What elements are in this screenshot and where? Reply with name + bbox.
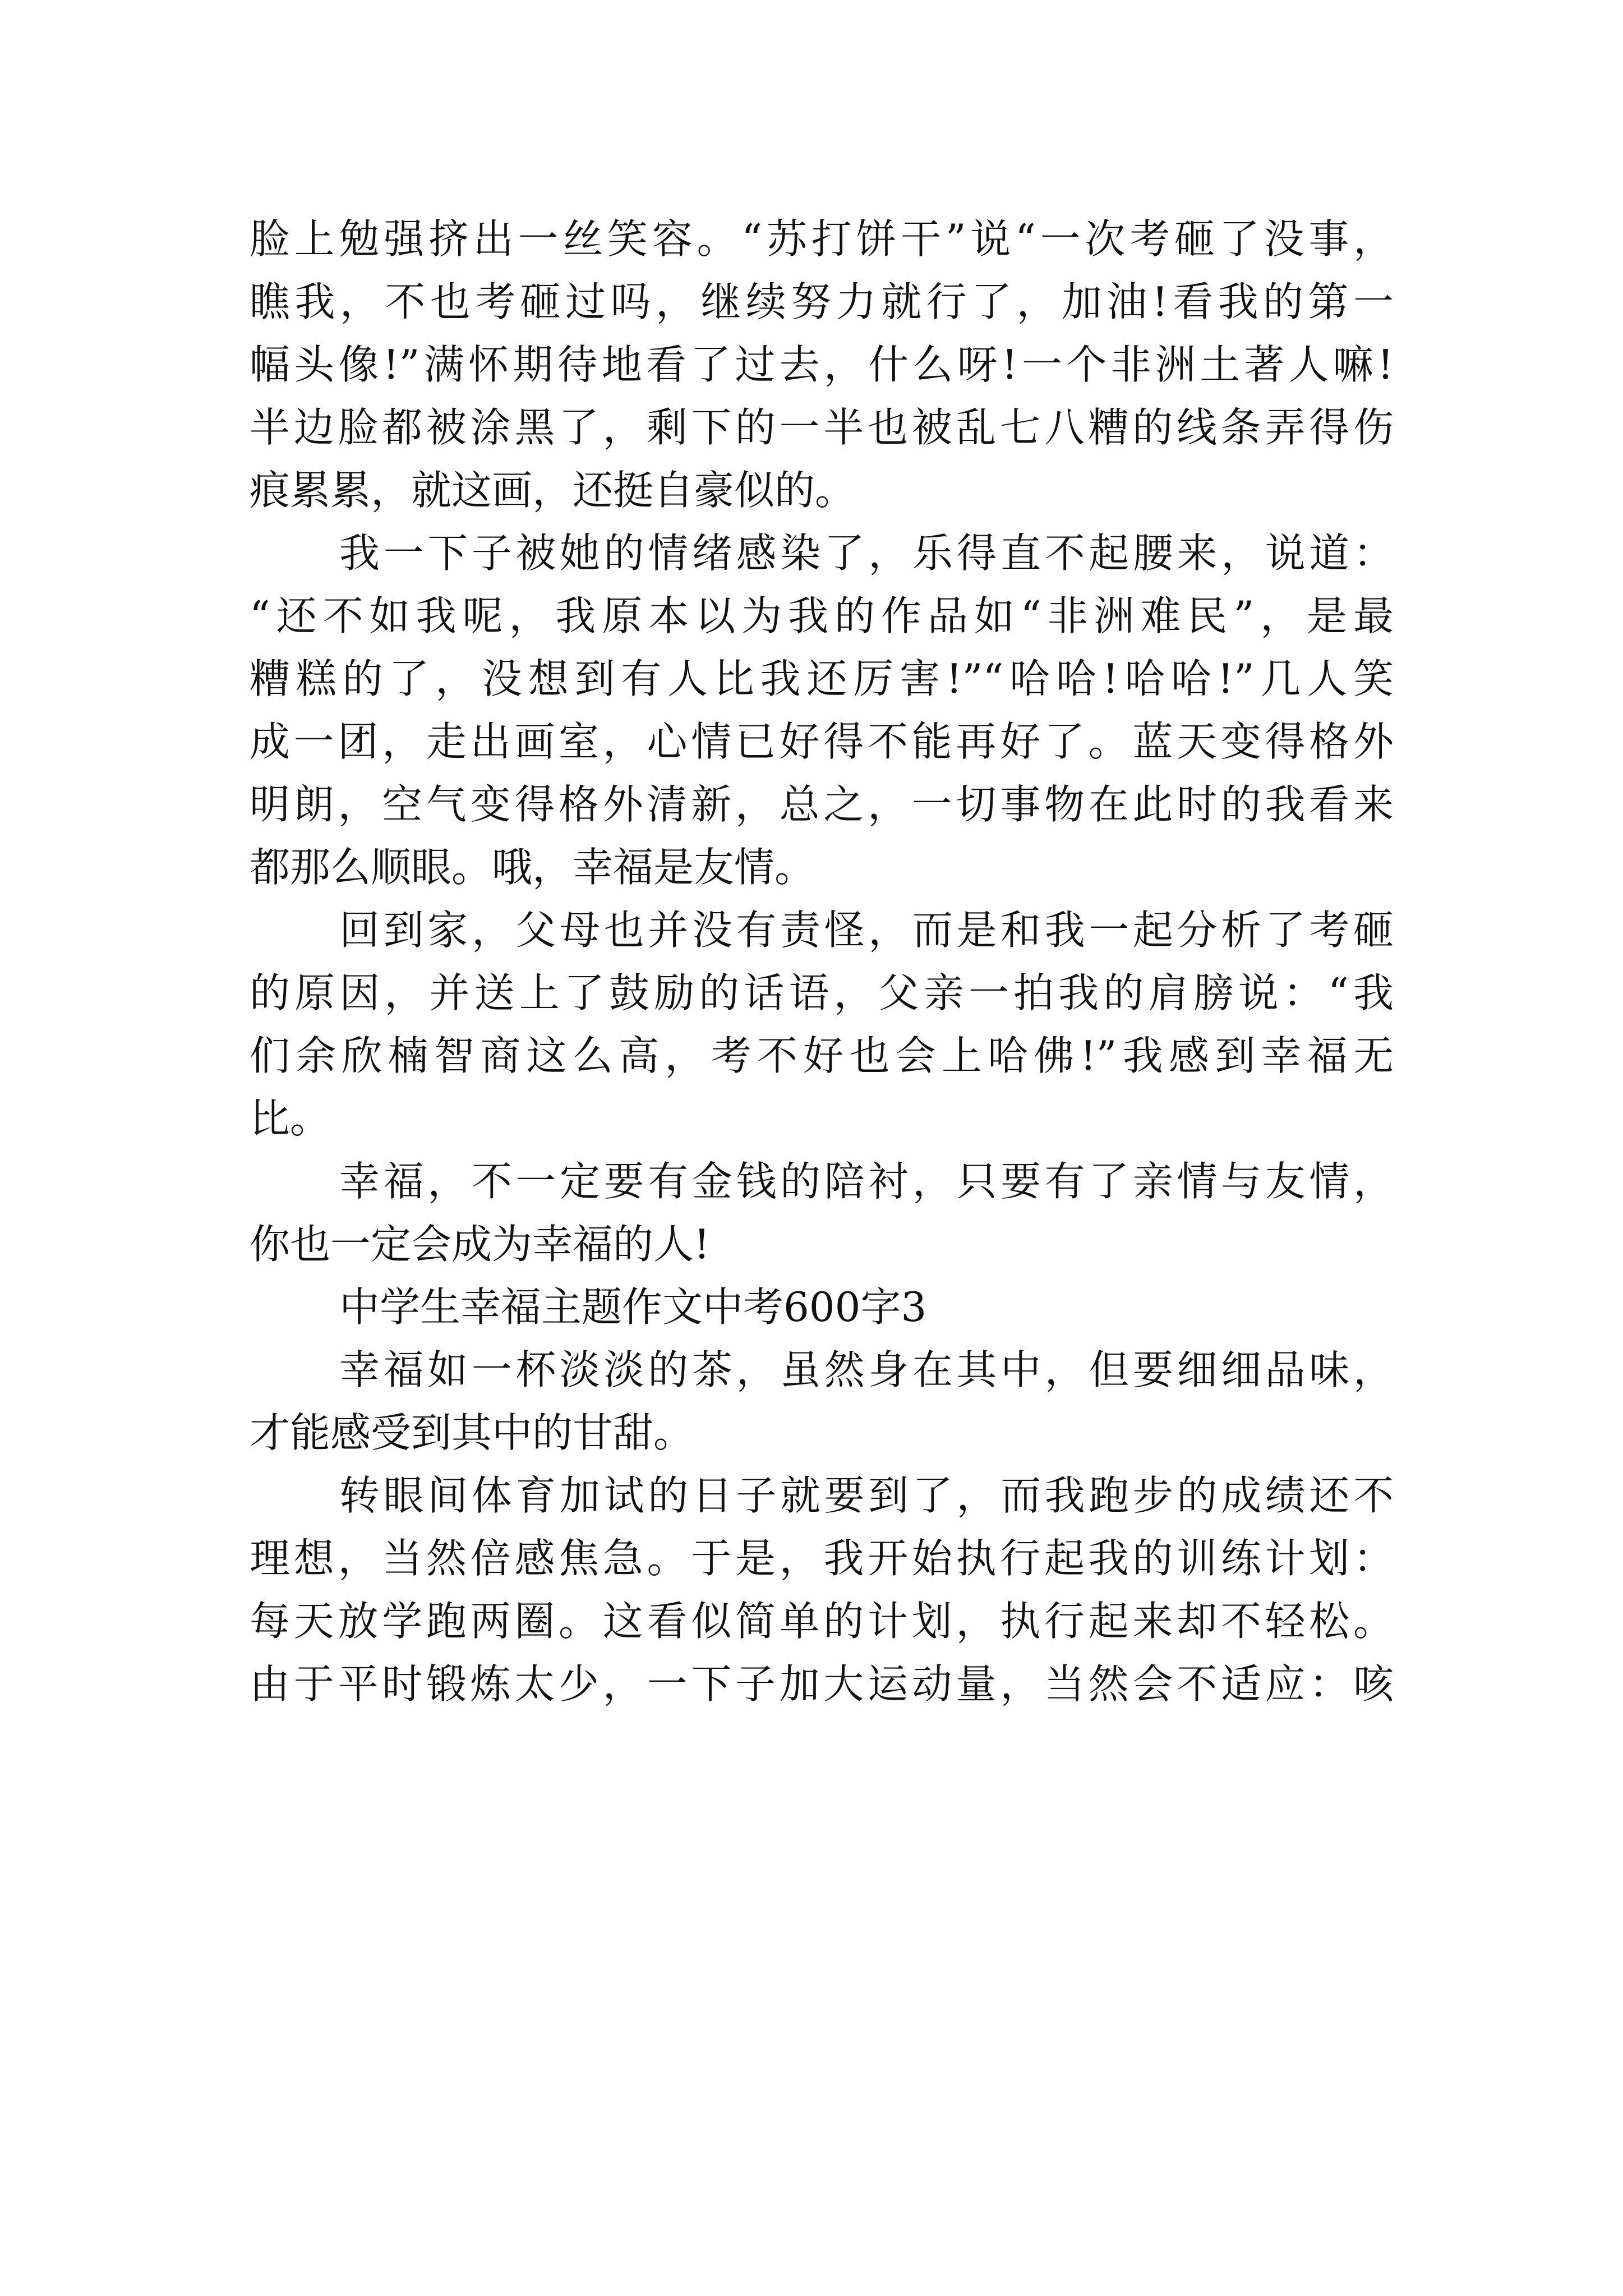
paragraph (250, 208, 1394, 522)
text-line: 每天放学跑两圈。这看似简单的计划，执行起来却不轻松。 (250, 1598, 1394, 1645)
text-line: “还不如我呢，我原本以为我的作品如“非洲难民”，是最 (250, 592, 1394, 639)
text-line: 幅头像!”满怀期待地看了过去，什么呀!一个非洲土著人嘛! (250, 341, 1394, 388)
text-line: 的原因，并送上了鼓励的话语，父亲一拍我的肩膀说：“我 (250, 969, 1394, 1016)
text-line: 都那么顺眼。哦，幸福是友情。 (250, 844, 815, 891)
text-line: 瞧我，不也考砸过吗，继续努力就行了，加油!看我的第一 (250, 278, 1394, 325)
text-line: 才能感受到其中的甘甜。 (250, 1409, 694, 1456)
text-line: 糟糕的了，没想到有人比我还厉害!”“哈哈!哈哈!”几人笑 (250, 655, 1394, 702)
text-line: 半边脸都被涂黑了，剩下的一半也被乱七八糟的线条弄得伤 (250, 404, 1394, 451)
section-heading: 中学生幸福主题作文中考600字3 (339, 1283, 927, 1331)
text-line: 你也一定会成为幸福的人! (250, 1221, 710, 1268)
text-line: 我一下子被她的情绪感染了，乐得直不起腰来，说道： (339, 530, 1394, 577)
text-line: 回到家，父母也并没有责怪，而是和我一起分析了考砸 (339, 907, 1394, 954)
text-line: 痕累累，就这画，还挺自豪似的。 (250, 467, 856, 514)
text-line: 比。 (250, 1095, 331, 1142)
text-line: 成一团，走出画室，心情已好得不能再好了。蓝天变得格外 (250, 718, 1394, 765)
paragraph (250, 1338, 1394, 1464)
text-line: 幸福，不一定要有金钱的陪衬，只要有了亲情与友情， (339, 1158, 1394, 1205)
text-line: 理想，当然倍感焦急。于是，我开始执行起我的训练计划： (250, 1535, 1394, 1582)
paragraph (250, 1464, 1394, 1715)
paragraph (250, 899, 1394, 1150)
document-body (250, 208, 1394, 1715)
text-line: 明朗，空气变得格外清新，总之，一切事物在此时的我看来 (250, 781, 1394, 828)
paragraph (250, 522, 1394, 899)
text-line: 转眼间体育加试的日子就要到了，而我跑步的成绩还不 (339, 1472, 1394, 1519)
paragraph (250, 1150, 1394, 1276)
text-line: 们余欣楠智商这么高，考不好也会上哈佛!”我感到幸福无 (250, 1032, 1394, 1079)
text-line: 由于平时锻炼太少，一下子加大运动量，当然会不适应：咳 (250, 1660, 1394, 1708)
text-line: 幸福如一杯淡淡的茶，虽然身在其中，但要细细品味， (339, 1346, 1394, 1393)
text-line: 脸上勉强挤出一丝笑容。“苏打饼干”说“一次考砸了没事， (250, 215, 1394, 263)
